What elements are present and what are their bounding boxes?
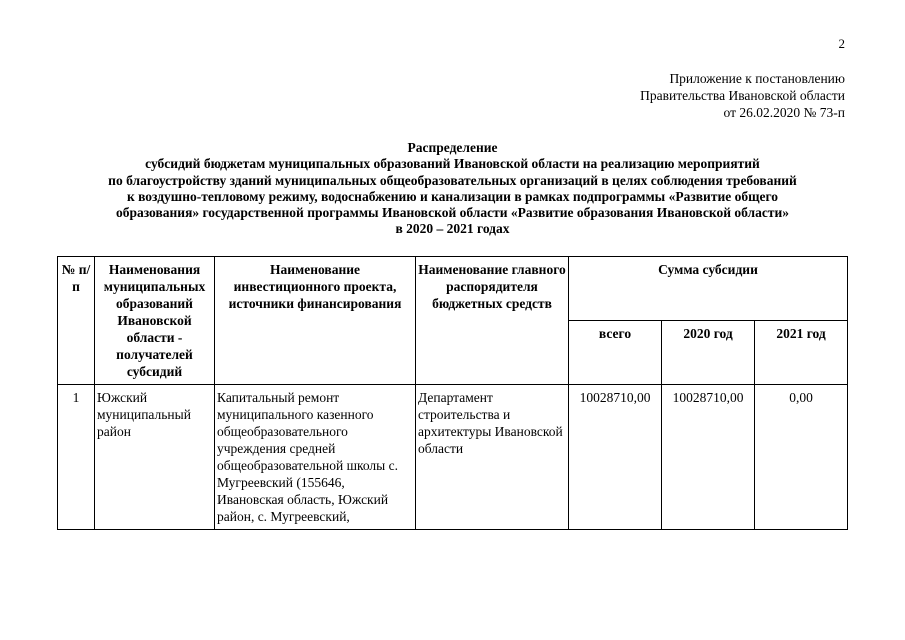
title-line-6: в 2020 – 2021 годах: [395, 221, 510, 237]
header-no: № п/п: [58, 257, 95, 385]
header-sum: Сумма субсидии: [569, 257, 848, 321]
title-line-4: к воздушно-тепловому режиму, водоснабжению и канализации в рамках подпрограммы «Развитие общего: [126, 188, 779, 204]
header-project: Наименование инвестиционного проекта, источники финансирования: [215, 257, 416, 385]
appendix-line-3: от 26.02.2020 № 73-п: [723, 105, 845, 120]
appendix-line-1: Приложение к постановлению: [669, 71, 845, 86]
title-line-3: по благоустройству зданий муниципальных общеобразовательных организаций в целях соблюдения требований: [108, 172, 797, 188]
title-line-5: образования» государственной программы Ивановской области «Развитие образования Ивановской области»: [115, 205, 790, 221]
cell-no: 1: [58, 385, 95, 530]
cell-project: Капитальный ремонт муниципального казенного общеобразовательного учреждения средней общеобразовательной школы с. Мугреевский (155646, Ивановская область, Южский район, с. Мугреевский,: [215, 385, 416, 530]
cell-recipient: Южский муниципальный район: [95, 385, 215, 530]
header-manager: Наименование главного распорядителя бюджетных средств: [416, 257, 569, 385]
table-header-row: [58, 257, 848, 321]
table-row: [58, 385, 848, 530]
subsidy-table: [57, 256, 848, 530]
header-2021: 2021 год: [755, 321, 848, 385]
appendix-line-2: Правительства Ивановской области: [640, 88, 845, 103]
title-line-2: субсидий бюджетам муниципальных образований Ивановской области на реализацию мероприятий: [145, 156, 760, 172]
header-total: всего: [569, 321, 662, 385]
appendix-note: [640, 70, 845, 121]
cell-manager: Департамент строительства и архитектуры Ивановской области: [416, 385, 569, 530]
cell-2020: 10028710,00: [662, 385, 755, 530]
page-number: 2: [838, 36, 845, 51]
cell-2021: 0,00: [755, 385, 848, 530]
cell-total: 10028710,00: [569, 385, 662, 530]
header-recipient: Наименования муниципальных образований Ивановской области - получателей субсидий: [95, 257, 215, 385]
title-line-1: Распределение: [407, 140, 498, 155]
document-title: [0, 140, 905, 238]
header-2020: 2020 год: [662, 321, 755, 385]
